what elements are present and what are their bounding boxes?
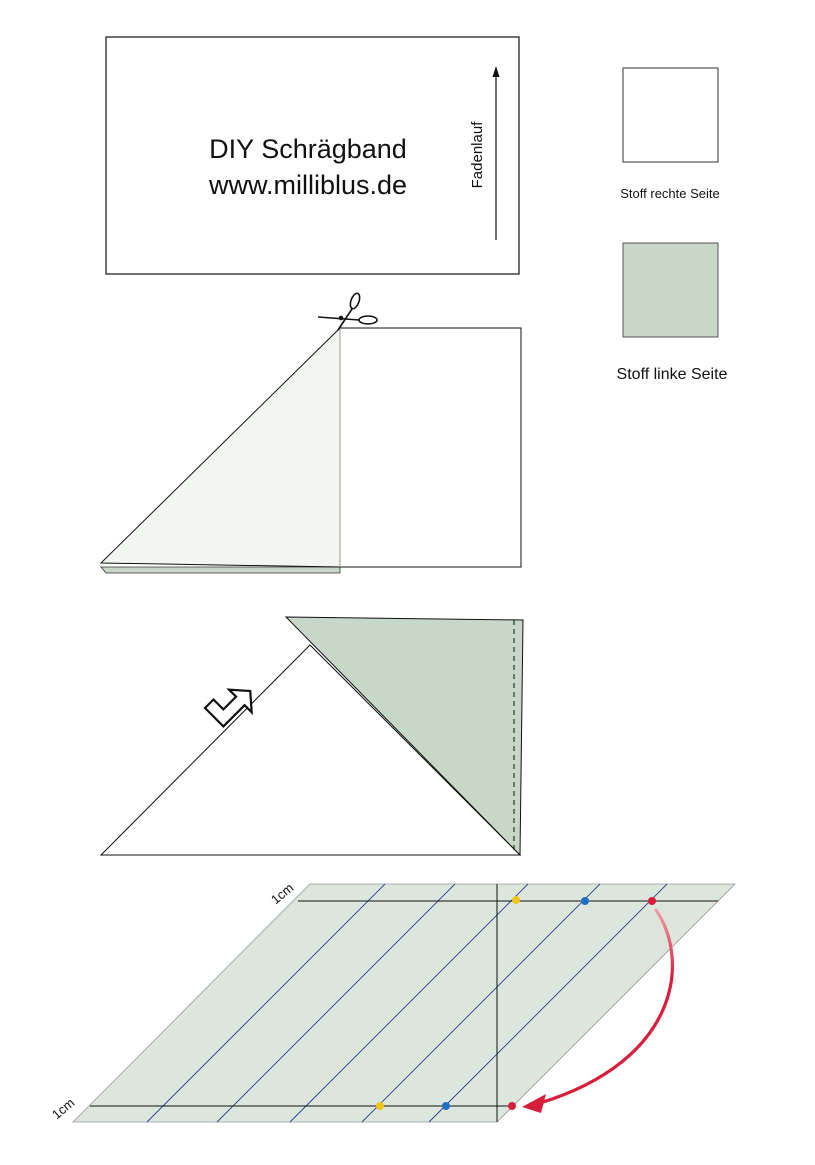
step-fold-and-cut (101, 292, 521, 573)
match-dot-yellow-bottom (376, 1102, 384, 1110)
step-bias-strip (49, 880, 735, 1122)
legend-swatch-left-side (623, 243, 718, 337)
bias-strip-parallelogram (73, 884, 735, 1122)
title-line-2: www.milliblus.de (208, 170, 408, 200)
step-bias-triangle (101, 617, 523, 855)
legend-swatch-right-side (623, 68, 718, 162)
measure-label-bottom: 1cm (48, 1094, 78, 1123)
match-dot-red-top (648, 897, 656, 905)
match-dot-yellow-top (512, 896, 520, 904)
match-dot-blue-bottom (442, 1102, 450, 1110)
title-line-1: DIY Schrägband (209, 134, 407, 164)
fabric-underside-sliver (101, 567, 340, 573)
legend (617, 68, 728, 383)
measure-label-top: 1cm (267, 879, 297, 908)
scissors-icon (318, 292, 377, 330)
match-dot-blue-top (581, 897, 589, 905)
match-dot-red-bottom (508, 1102, 516, 1110)
legend-label-right-side: Stoff rechte Seite (620, 186, 720, 201)
fabric-square (340, 328, 521, 567)
title-box (106, 37, 519, 274)
grain-direction-label: Fadenlauf (469, 121, 486, 189)
folded-triangle (101, 328, 340, 567)
legend-label-left-side: Stoff linke Seite (616, 366, 728, 383)
